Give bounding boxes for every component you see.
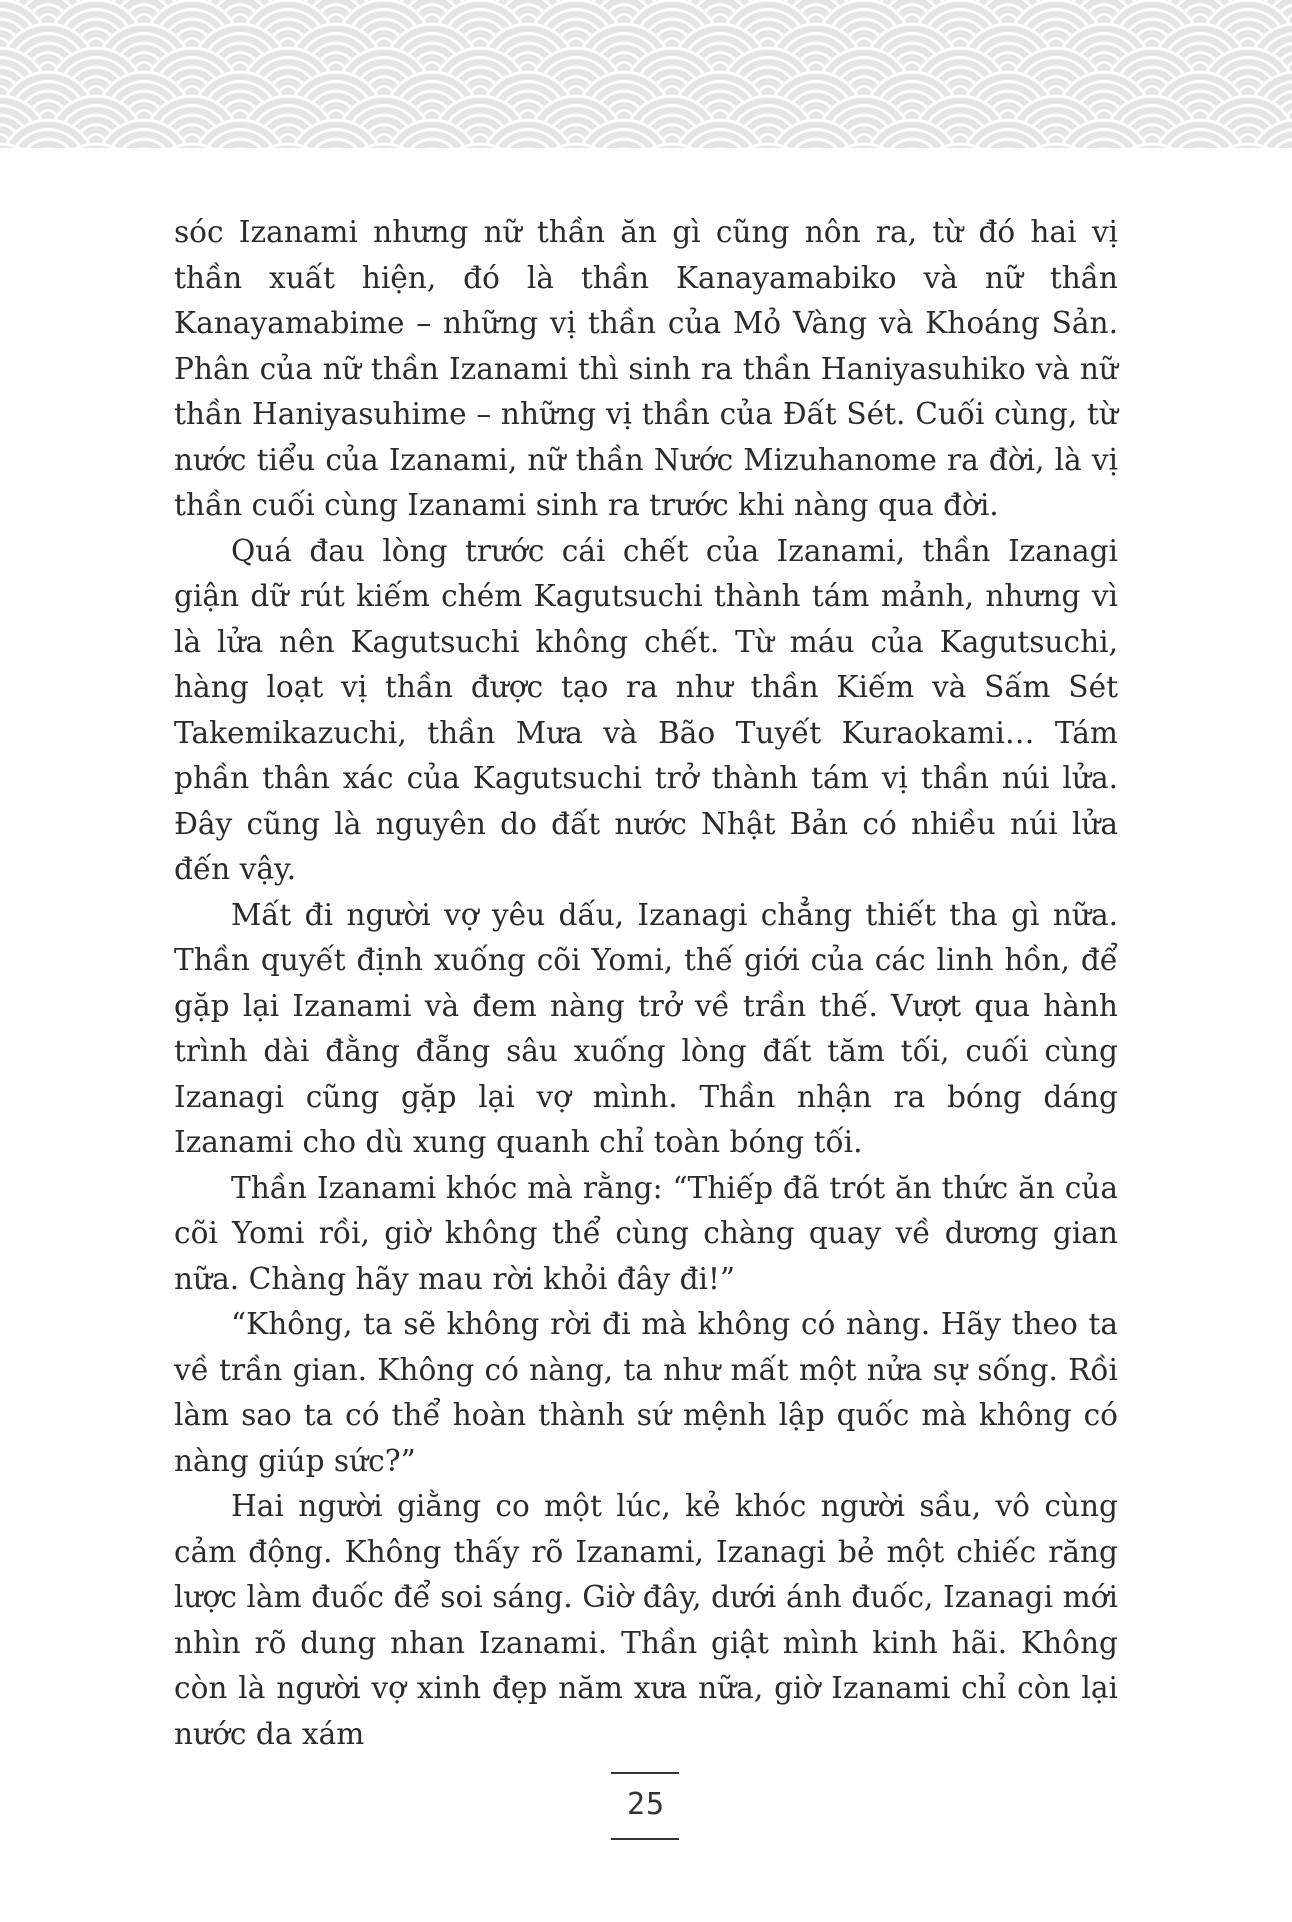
decorative-wave-header — [0, 0, 1292, 148]
paragraph: Mất đi người vợ yêu dấu, Izanagi chẳng thiết tha gì nữa. Thần quyết định xuống cõi Yomi, thế giới của các linh hồn, để gặp lại Izanami và đem nàng trở về trần thế. Vượt qua hành trình dài đằng đẵng sâu xuống lòng đất tăm tối, cuối cùng Izanagi cũng gặp lại vợ mình. Thần nhận ra bóng dáng Izanami cho dù xung quanh chỉ toàn bóng tối. — [174, 897, 1118, 1159]
paragraph: “Không, ta sẽ không rời đi mà không có nàng. Hãy theo ta về trần gian. Không có nàng, ta như mất một nửa sự sống. Rồi làm sao ta có thể hoàn thành sứ mệnh lập quốc mà không có nàng giúp sức?” — [174, 1307, 1118, 1478]
page-number: 25 — [626, 1787, 666, 1822]
footer-rule-top — [611, 1772, 679, 1774]
paragraph: Hai người giằng co một lúc, kẻ khóc người sầu, vô cùng cảm động. Không thấy rõ Izanami, Izanagi bẻ một chiếc răng lược làm đuốc để soi sáng. Giờ đây, dưới ánh đuốc, Izanagi mới nhìn rõ dung nhan Izanami. Thần giật mình kinh hãi. Không còn là người vợ xinh đẹp năm xưa nữa, giờ Izanami chỉ còn lại nước da xám — [174, 1489, 1118, 1751]
paragraph: Thần Izanami khóc mà rằng: “Thiếp đã trót ăn thức ăn của cõi Yomi rồi, giờ không thể cùng chàng quay về dương gian nữa. Chàng hãy mau rời khỏi đây đi!” — [174, 1170, 1118, 1296]
paragraph: Quá đau lòng trước cái chết của Izanami, thần Izanagi giận dữ rút kiếm chém Kagutsuchi thành tám mảnh, nhưng vì là lửa nên Kagutsuchi không chết. Từ máu của Kagutsuchi, hàng loạt vị thần được tạo ra như thần Kiếm và Sấm Sét Takemikazuchi, thần Mưa và Bão Tuyết Kuraokami… Tám phần thân xác của Kagutsuchi trở thành tám vị thần núi lửa. Đây cũng là nguyên do đất nước Nhật Bản có nhiều núi lửa đến vậy. — [174, 533, 1118, 886]
page-text — [174, 210, 1118, 1757]
page-footer — [0, 1772, 1292, 1842]
seigaiha-wave-pattern-icon — [0, 0, 1292, 148]
footer-rule-bottom — [611, 1838, 679, 1840]
paragraph: sóc Izanami nhưng nữ thần ăn gì cũng nôn ra, từ đó hai vị thần xuất hiện, đó là thần Kanayamabiko và nữ thần Kanayamabime – những vị thần của Mỏ Vàng và Khoáng Sản. Phân của nữ thần Izanami thì sinh ra thần Haniyasuhiko và nữ thần Haniyasuhime – những vị thần của Đất Sét. Cuối cùng, từ nước tiểu của Izanami, nữ thần Nước Mizuhanome ra đời, là vị thần cuối cùng Izanami sinh ra trước khi nàng qua đời. — [174, 215, 1118, 522]
